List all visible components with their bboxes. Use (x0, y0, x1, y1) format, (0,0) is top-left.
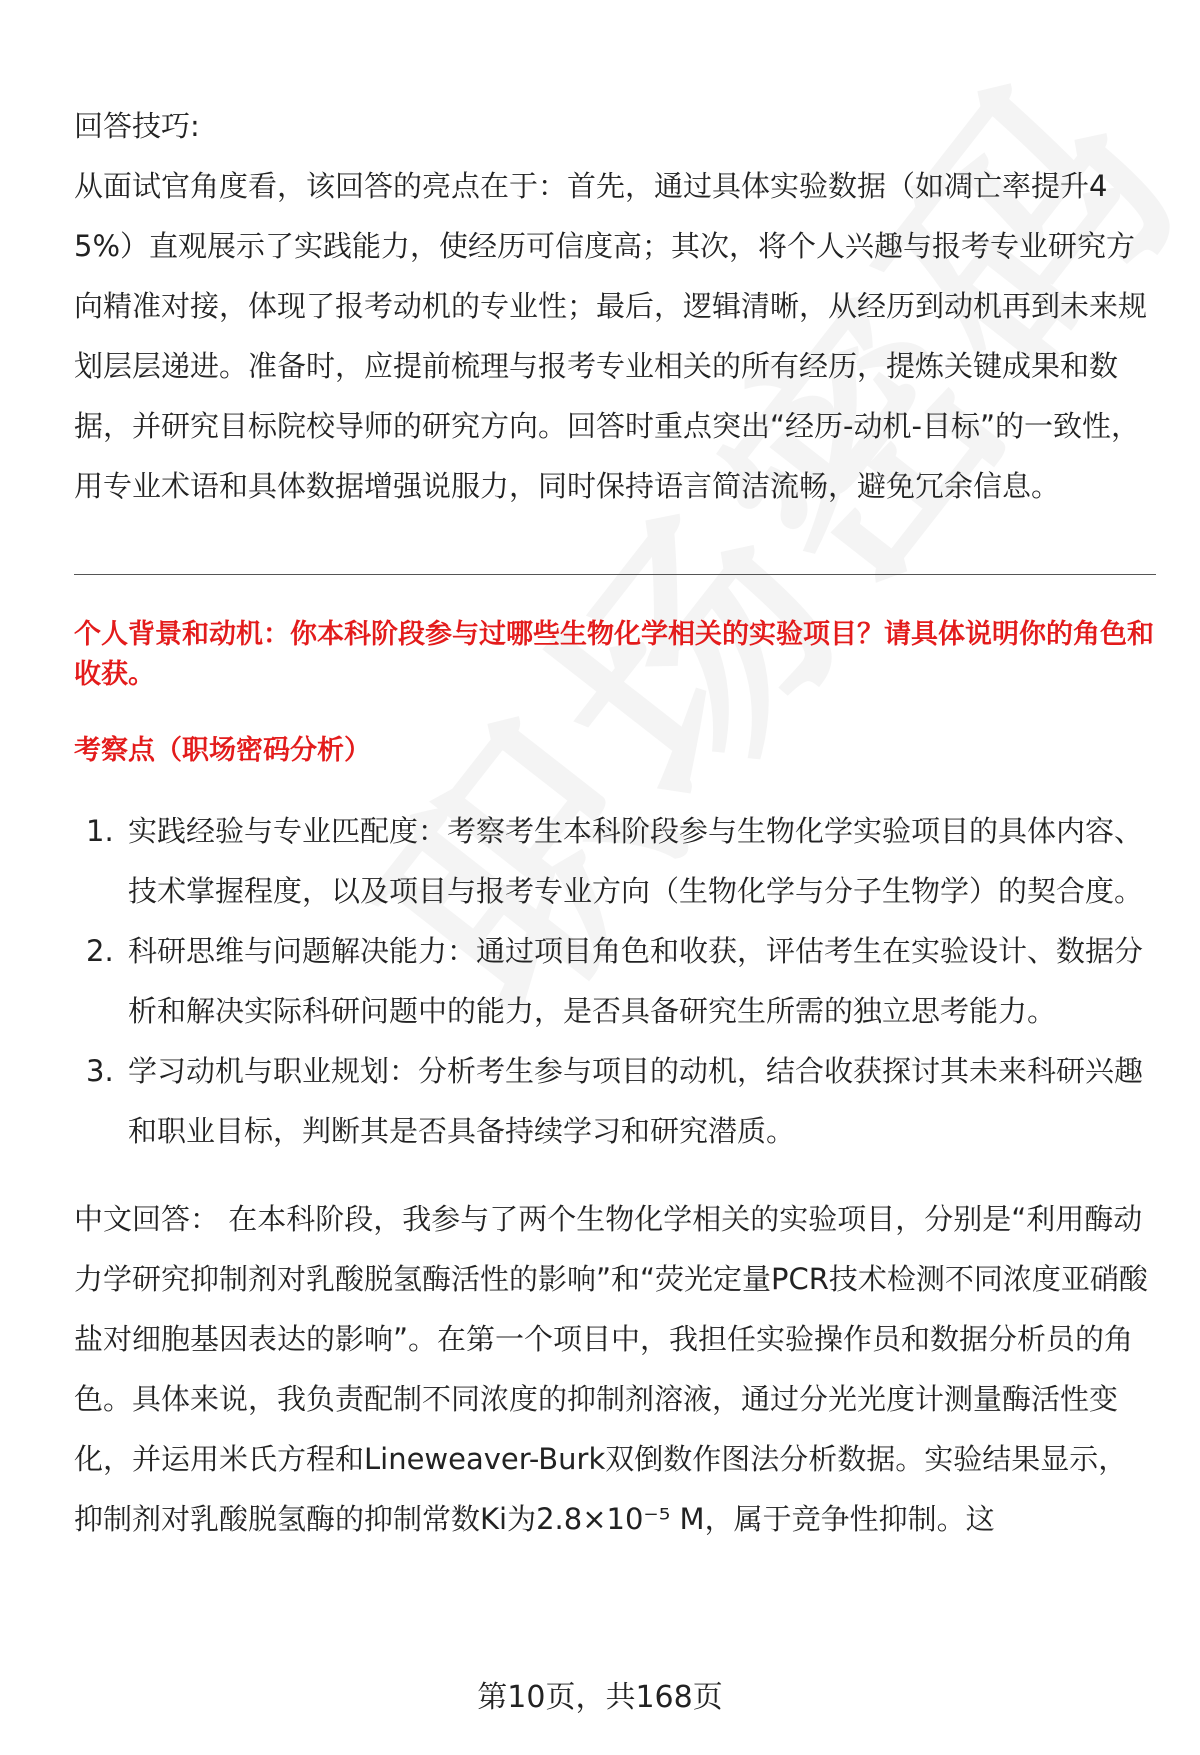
list-item (74, 921, 1154, 1041)
list-item-number: 2. (86, 934, 114, 968)
page-content (74, 96, 1154, 1549)
list-item-number: 1. (86, 814, 114, 848)
assessment-points-list (74, 801, 1154, 1161)
list-item-text: 科研思维与问题解决能力：通过项目角色和收获，评估考生在实验设计、数据分析和解决实际科研问题中的能力，是否具备研究生所需的独立思考能力。 (128, 934, 1144, 1028)
list-item (74, 801, 1154, 921)
list-item (74, 1041, 1154, 1161)
tips-body: 从面试官角度看，该回答的亮点在于：首先，通过具体实验数据（如凋亡率提升45%）直观展示了实践能力，使经历可信度高；其次，将个人兴趣与报考专业研究方向精准对接，体现了报考动机的专业性；最后，逻辑清晰，从经历到动机再到未来规划层层递进。准备时，应提前梳理与报考专业相关的所有经历，提炼关键成果和数据，并研究目标院校导师的研究方向。回答时重点突出“经历-动机-目标”的一致性，用专业术语和具体数据增强说服力，同时保持语言简洁流畅，避免冗余信息。 (74, 169, 1148, 503)
list-item-text: 实践经验与专业匹配度：考察考生本科阶段参与生物化学实验项目的具体内容、技术掌握程度，以及项目与报考专业方向（生物化学与分子生物学）的契合度。 (128, 814, 1144, 908)
tips-label: 回答技巧: (74, 109, 200, 143)
answer-text: 中文回答： 在本科阶段，我参与了两个生物化学相关的实验项目，分别是“利用酶动力学研究抑制剂对乳酸脱氢酶活性的影响”和“荧光定量PCR技术检测不同浓度亚硝酸盐对细胞基因表达的影响”。在第一个项目中，我担任实验操作员和数据分析员的角色。具体来说，我负责配制不同浓度的抑制剂溶液，通过分光光度计测量酶活性变化，并运用米氏方程和Lineweaver-Burk双倒数作图法分析数据。实验结果显示，抑制剂对乳酸脱氢酶的抑制常数Ki为2.8×10⁻⁵ M，属于竞争性抑制。这 (74, 1202, 1148, 1536)
section-label: 考察点（职场密码分析） (74, 735, 371, 766)
list-item-text: 学习动机与职业规划：分析考生参与项目的动机，结合收获探讨其未来科研兴趣和职业目标，判断其是否具备持续学习和研究潜质。 (128, 1054, 1144, 1148)
page-number: 第10页，共168页 (477, 1680, 723, 1715)
list-item-number: 3. (86, 1054, 114, 1088)
question-title: 个人背景和动机：你本科阶段参与过哪些生物化学相关的实验项目？请具体说明你的角色和收获。 (74, 619, 1154, 690)
section-divider (74, 574, 1156, 575)
